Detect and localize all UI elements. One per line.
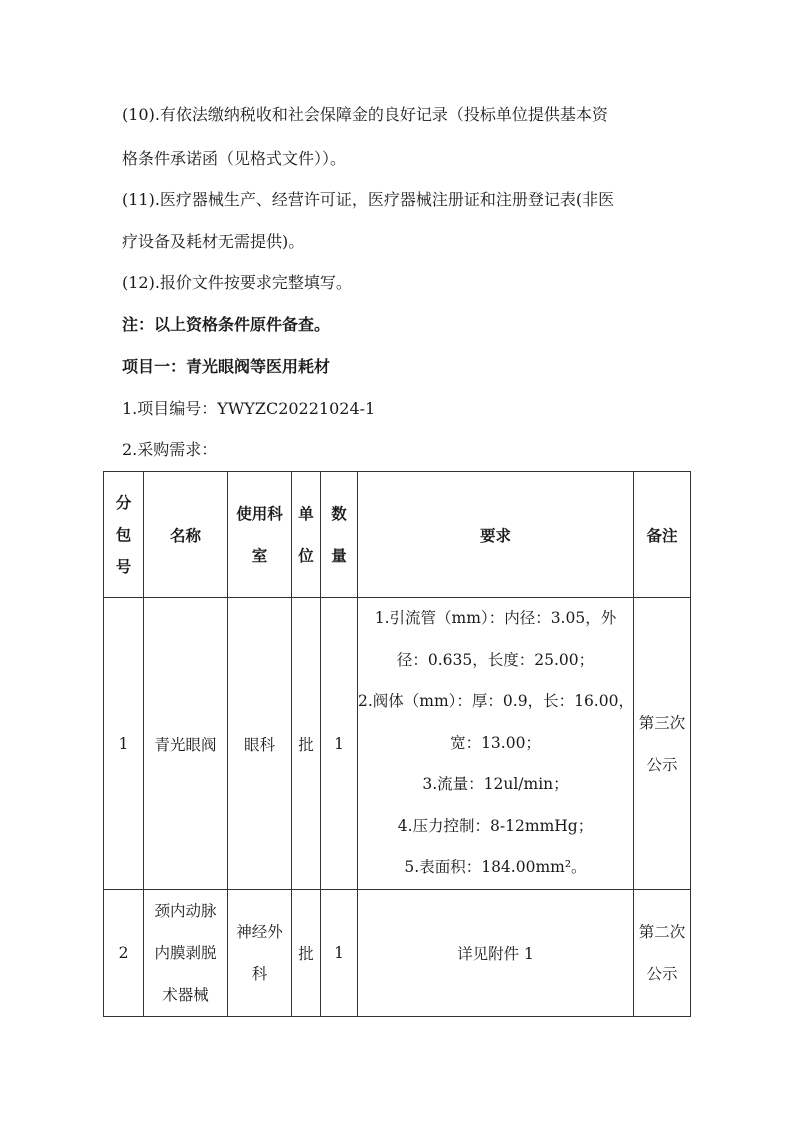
row1-package-no: 1 <box>104 598 144 890</box>
row2-package-no: 2 <box>104 890 144 1017</box>
requirements-table <box>103 471 691 1017</box>
paragraph-12: (12).报价文件按要求完整填写。 <box>122 273 352 292</box>
header-remarks: 备注 <box>634 472 691 598</box>
table-row <box>104 890 691 1017</box>
table-header-row <box>104 472 691 598</box>
row1-remarks: 第三次 公示 <box>634 598 691 890</box>
requirement-line: 2.阀体（mm）：厚：0.9，长：16.00， <box>358 692 634 711</box>
row2-requirements: 详见附件 1 <box>358 890 634 1017</box>
requirement-line: 1.引流管（mm）：内径：3.05，外 <box>374 609 617 628</box>
project-number: 1.项目编号：YWYZC20221024-1 <box>122 399 376 418</box>
row2-name: 颈内动脉 内膜剥脱 术器械 <box>144 890 228 1017</box>
row2-remarks: 第二次 公示 <box>634 890 691 1017</box>
row2-quantity: 1 <box>321 890 358 1017</box>
requirement-line: 宽：13.00； <box>450 733 541 752</box>
header-name: 名称 <box>144 472 228 598</box>
row1-requirements <box>358 598 634 890</box>
row1-department: 眼科 <box>228 598 292 890</box>
requirement-line: 径：0.635，长度：25.00； <box>396 650 595 669</box>
row1-quantity: 1 <box>321 598 358 890</box>
header-unit: 单 位 <box>292 472 321 598</box>
row2-unit: 批 <box>292 890 321 1017</box>
header-department: 使用科 室 <box>228 472 292 598</box>
table-row <box>104 598 691 890</box>
requirement-line: 4.压力控制：8-12mmHg； <box>397 816 594 835</box>
paragraph-11-line1: (11).医疗器械生产、经营许可证，医疗器械注册证和注册登记表(非医 <box>122 190 615 209</box>
procurement-heading: 2.采购需求： <box>122 440 218 459</box>
header-quantity: 数 量 <box>321 472 358 598</box>
paragraph-11-line2: 疗设备及耗材无需提供)。 <box>122 232 305 251</box>
header-requirements: 要求 <box>358 472 634 598</box>
row1-name: 青光眼阀 <box>144 598 228 890</box>
paragraph-10-line2: 格条件承诺函（见格式文件））。 <box>122 149 347 168</box>
paragraph-10-line1: (10).有依法缴纳税收和社会保障金的良好记录（投标单位提供基本资 <box>122 105 608 124</box>
header-package-no: 分 包 号 <box>104 472 144 598</box>
requirement-line: 5.表面积：184.00mm²。 <box>404 858 587 877</box>
note-heading: 注：以上资格条件原件备查。 <box>122 315 331 334</box>
row1-unit: 批 <box>292 598 321 890</box>
project-title: 项目一：青光眼阀等医用耗材 <box>122 357 331 376</box>
row2-department: 神经外 科 <box>228 890 292 1017</box>
requirement-line: 3.流量：12ul/min； <box>422 775 569 794</box>
